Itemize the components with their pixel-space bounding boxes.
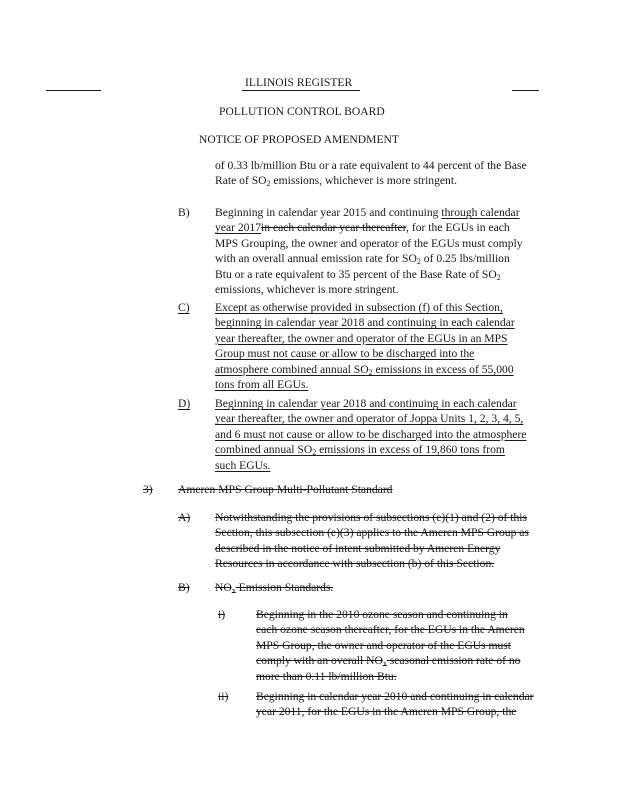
notice-title: NOTICE OF PROPOSED AMENDMENT [199,133,400,146]
section-title: Ameren MPS Group Multi-Pollutant Standard [178,483,393,496]
text-line: Beginning in the 2010 ozone season and continuing in [256,608,508,621]
subsection-label: D) [178,397,191,410]
text-line: MPS Grouping, the owner and operator of the EGUs must comply [215,236,523,250]
text-line: Section, this subsection (e)(3) applies to the Ameren MPS Group as [215,526,529,540]
text-line: Rate of $SO_2$ emissions, whichever is more stringent. [215,174,457,189]
subsection-label: B) [178,581,190,594]
text-line: and 6 must not cause or allow to be discharged into the atmosphere [215,427,527,441]
subsection-b-paragraph [215,205,523,297]
continuation-paragraph [215,158,527,189]
text-line: beginning in calendar year 2018 and continuing in each calendar [215,316,515,330]
text-line: such EGUs. [215,458,271,472]
text-line: of 0.33 lb/million Btu or a rate equivalent to 44 percent of the Base [215,159,527,172]
subsection-label: A) [178,511,191,524]
text-line: Btu or a rate equivalent to 35 percent of the Base Rate of $SO_2$ [215,267,501,282]
text-line: year 2011, for the EGUs in the Ameren MPS Group, the [256,705,517,719]
text-line: described in the notice of intent submitted by Ameren Energy [215,541,501,555]
subsection-label: C) [178,301,190,314]
text-line: Beginning in calendar year 2010 and continuing in calendar [256,690,534,703]
text-line: Resources in accordance with subsection (b) of this Section. [215,557,495,571]
text-line: Group must not cause or allow to be discharged into the [215,347,475,361]
subsection-d-paragraph [215,396,526,473]
item-ii-paragraph [256,689,534,720]
text-line: MPS Group, the owner and operator of the EGUs must [256,638,512,652]
text-line: year thereafter, the owner and operator of Joppa Units 1, 2, 3, 4, 5, [215,412,524,426]
text-line: more than 0.11 lb/million Btu. [256,669,397,683]
register-title: ILLINOIS REGISTER [245,76,353,89]
text-line: comply with an overall $NO_x$ seasonal emission rate of no [256,654,521,669]
text-line: Except as otherwise provided in subsection (f) of this Section, [215,301,503,314]
section-label: 3) [143,483,153,496]
text-line: combined annual $SO_2$ emissions in excess of 19,860 tons from [215,443,505,458]
text-line: tons from all EGUs. [215,378,309,392]
subsection-3a-paragraph [215,510,529,572]
text-line: year 2017in each calendar year thereafter, for the EGUs in each [215,221,510,235]
text-line: Beginning in calendar year 2015 and continuing through calendar [215,206,520,219]
text-line: year thereafter, the owner and operator of the EGUs in an MPS [215,331,508,345]
text-line: with an overall annual emission rate for $SO_2$ of 0.25 lbs/million [215,252,510,267]
header-rule-center [242,90,360,91]
text-line: Beginning in calendar year 2018 and continuing in each calendar [215,397,517,410]
text-line: atmosphere combined annual $SO_2$ emissions in excess of 55,000 [215,362,514,377]
text-line: emissions, whichever is more stringent. [215,283,399,297]
item-label: i) [218,608,226,621]
subsection-3b-title: $NO_x$ Emission Standards. [215,581,334,595]
item-label: ii) [218,690,229,703]
text-line: each ozone season thereafter, for the EGUs in the Ameren [256,623,525,637]
subsection-label: B) [178,206,190,219]
header-rule-left [46,90,101,91]
subsection-c-paragraph [215,300,515,392]
board-title: POLLUTION CONTROL BOARD [219,105,385,118]
header-rule-right [512,90,539,91]
item-i-paragraph [256,607,525,684]
text-line: Notwithstanding the provisions of subsections (e)(1) and (2) of this [215,511,528,524]
